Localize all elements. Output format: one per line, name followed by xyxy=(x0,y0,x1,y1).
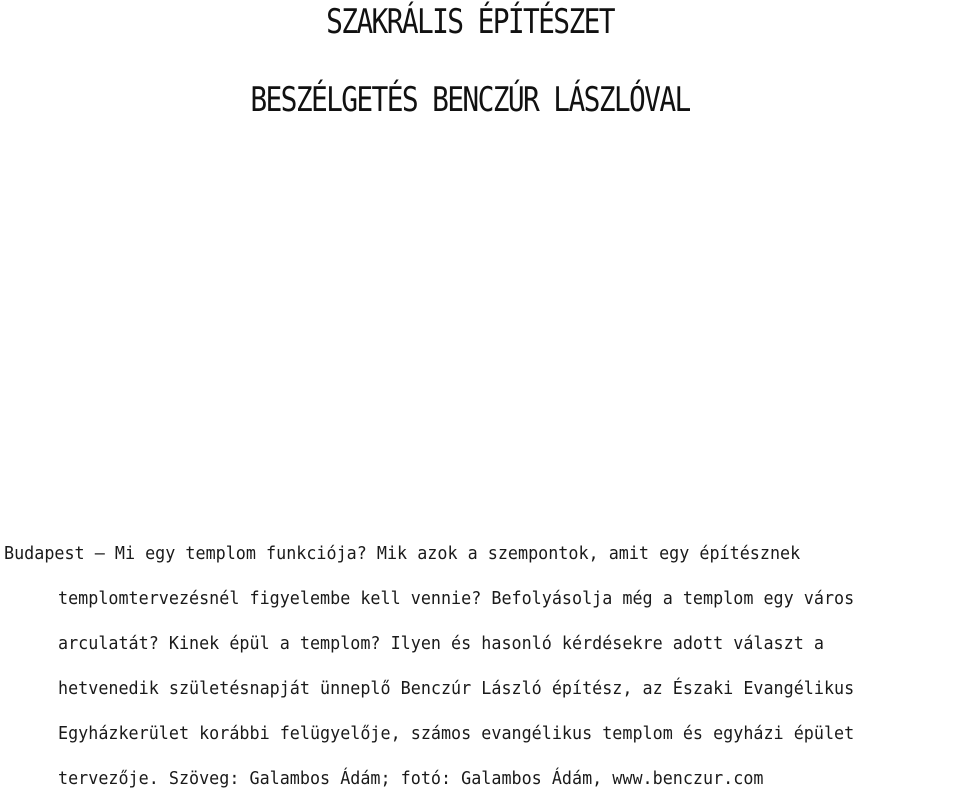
intro-line: tervezője. Szöveg: Galambos Ádám; fotó: Galambos Ádám, www.benczur.com xyxy=(58,768,764,789)
document-subtitle: BESZÉLGETÉS BENCZÚR LÁSZLÓVAL xyxy=(250,80,690,120)
intro-line: hetvenedik születésnapját ünneplő Benczúr László építész, az Északi Evangélikus xyxy=(58,678,855,699)
intro-line: Egyházkerület korábbi felügyelője, számos evangélikus templom és egyházi épület xyxy=(58,723,855,744)
intro-line: Budapest – Mi egy templom funkciója? Mik azok a szempontok, amit egy építésznek xyxy=(4,543,801,564)
intro-line: templomtervezésnél figyelembe kell vennie? Befolyásolja még a templom egy város xyxy=(58,588,855,609)
intro-line: arculatát? Kinek épül a templom? Ilyen és hasonló kérdésekre adott választ a xyxy=(58,633,824,654)
document-title: SZAKRÁLIS ÉPÍTÉSZET xyxy=(326,2,614,42)
